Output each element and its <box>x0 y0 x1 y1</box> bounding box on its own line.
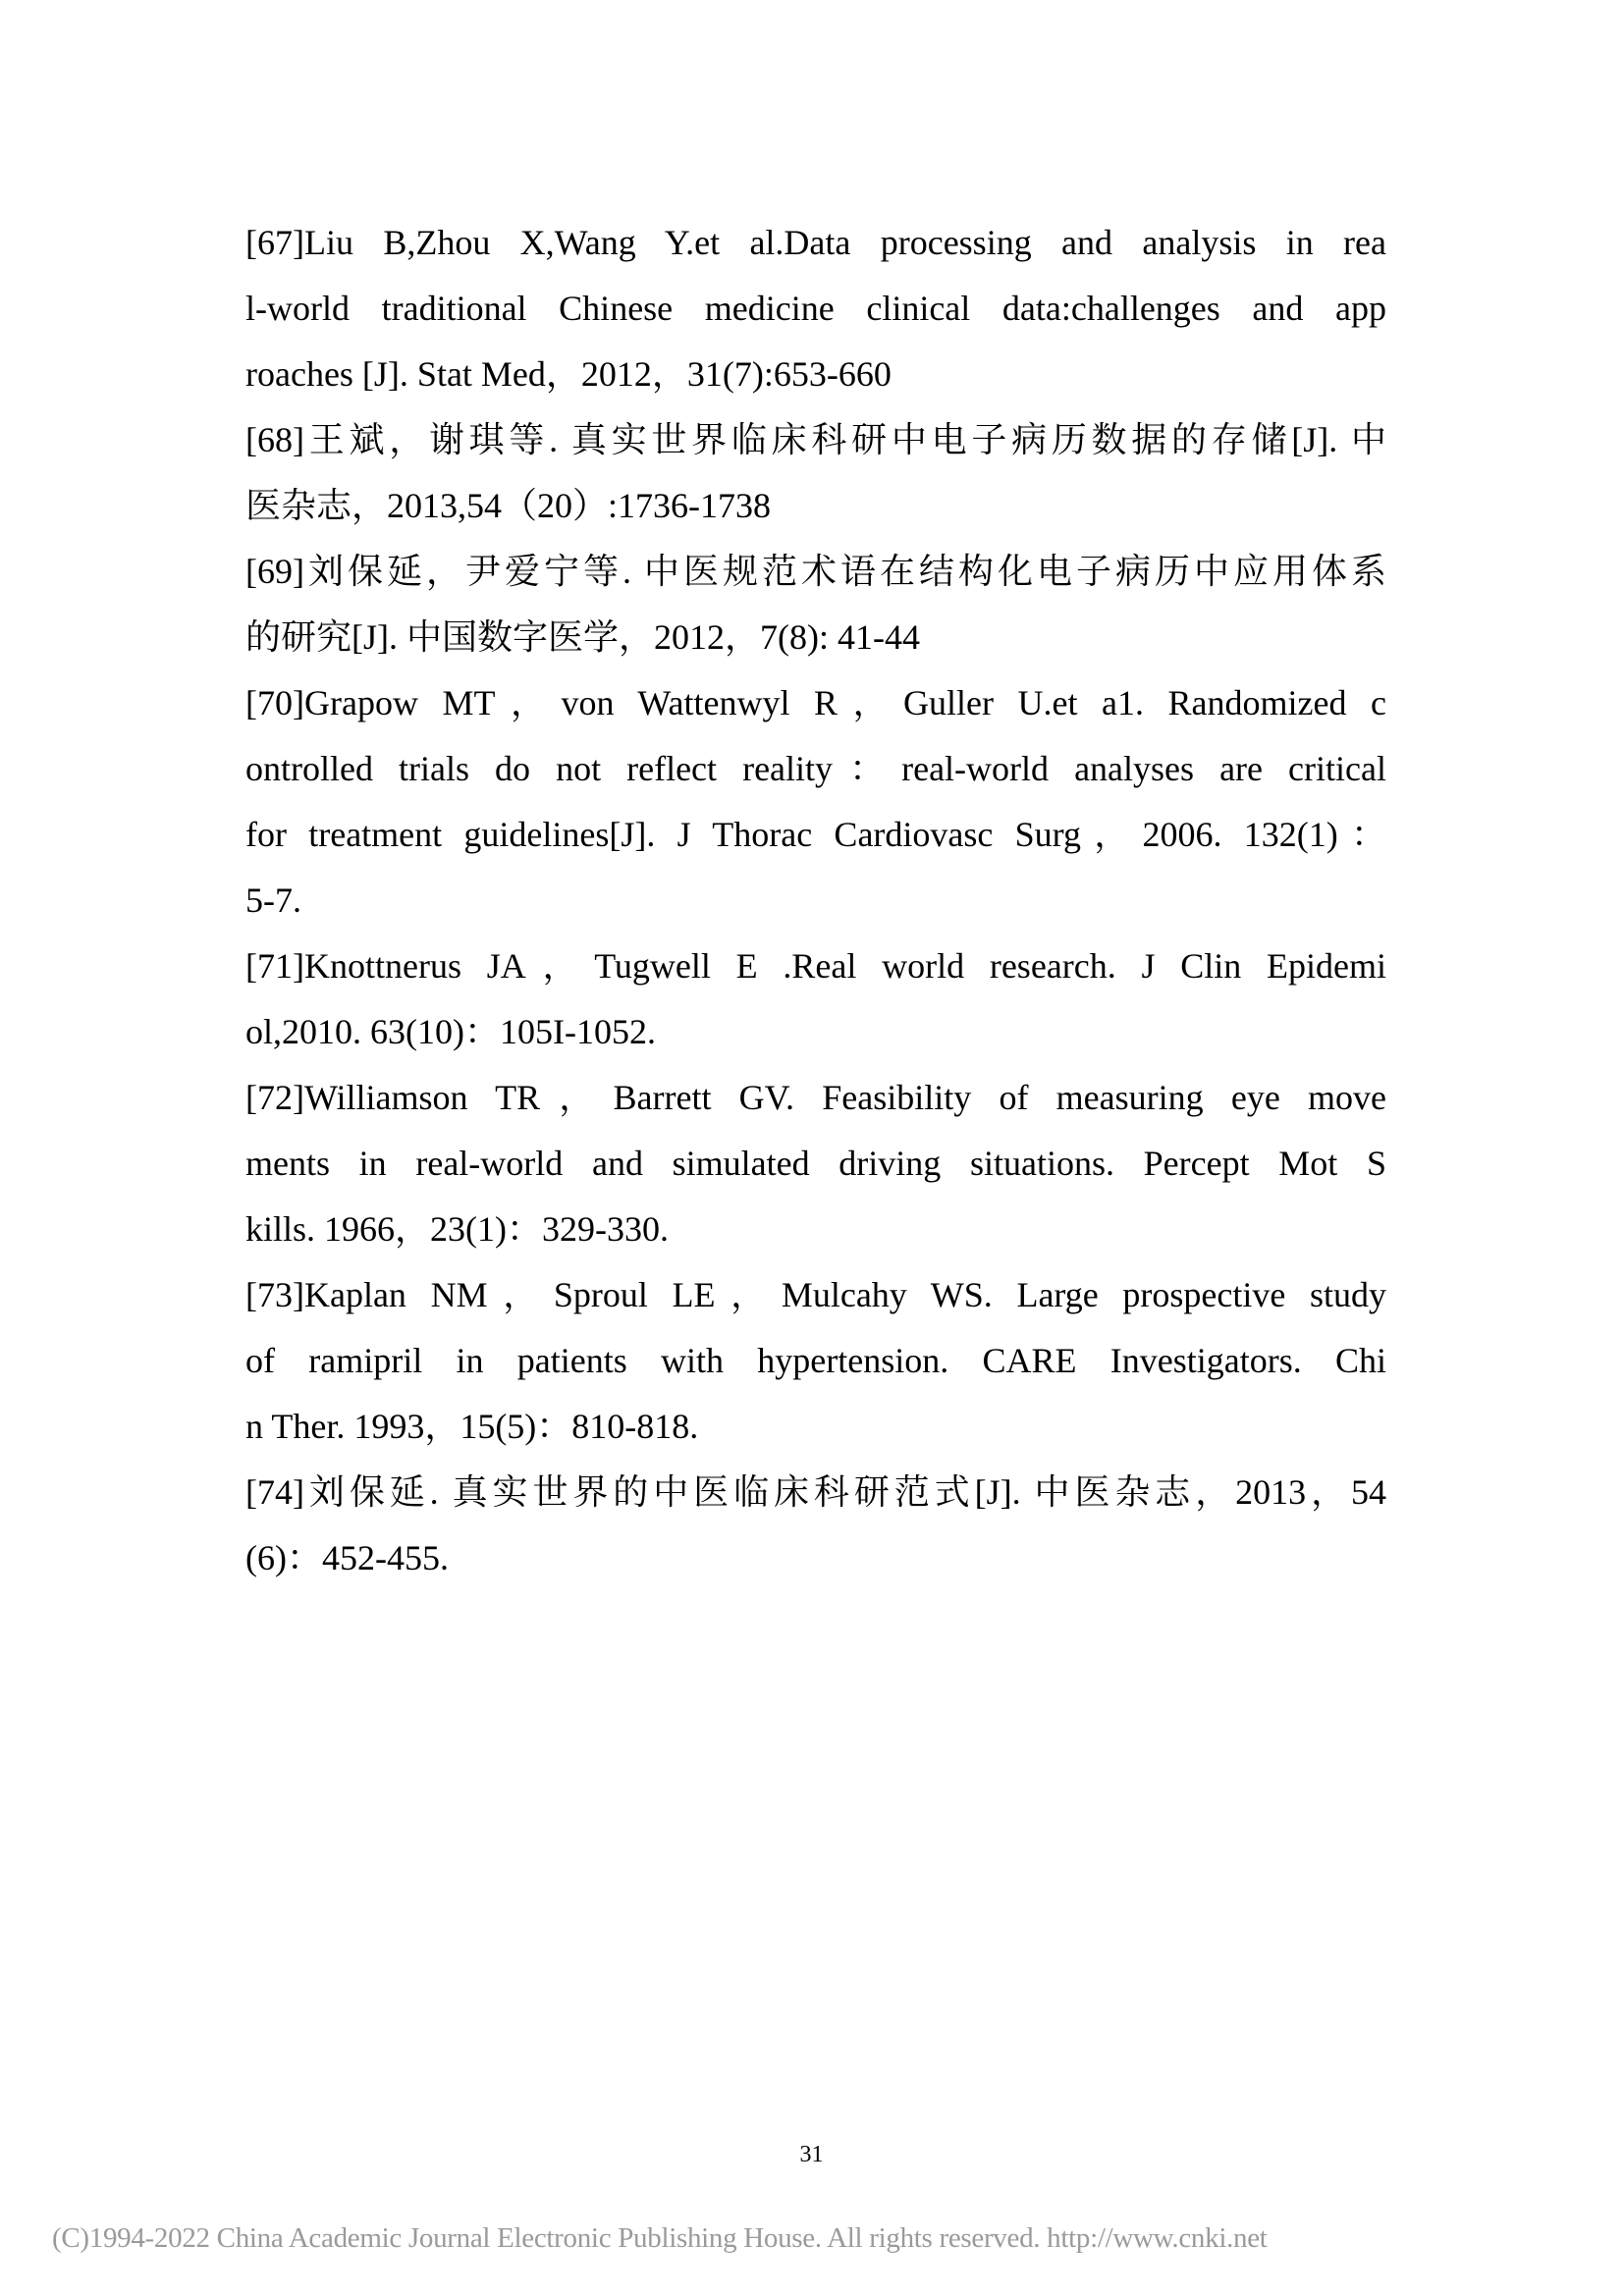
reference-line: [74]刘保延. 真实世界的中医临床科研范式[J]. 中医杂志，2013，54 <box>245 1472 1386 1512</box>
reference-line: 的研究[J]. 中国数字医学，2012，7(8): 41-44 <box>245 617 920 657</box>
reference-line: [72]Williamson TR，Barrett GV. Feasibility of measuring eye move <box>245 1078 1386 1117</box>
copyright-footer: (C)1994-2022 China Academic Journal Electronic Publishing House. All rights reserved. http://www.cnki.net <box>52 2222 1268 2254</box>
reference-line: [73]Kaplan NM，Sproul LE，Mulcahy WS. Large prospective study <box>245 1275 1386 1314</box>
reference-line: ments in real-world and simulated driving situations. Percept Mot S <box>245 1144 1386 1183</box>
reference-line: [69]刘保延，尹爱宁等. 中医规范术语在结构化电子病历中应用体系 <box>245 552 1386 591</box>
reference-list <box>245 210 1386 1591</box>
reference-72 <box>245 1065 1386 1262</box>
reference-line: 医杂志，2013,54（20）:1736-1738 <box>245 486 771 525</box>
reference-line: [71]Knottnerus JA，Tugwell E .Real world research. J Clin Epidemi <box>245 946 1386 986</box>
reference-73 <box>245 1262 1386 1460</box>
reference-line: [70]Grapow MT，von Wattenwyl R，Guller U.et a1. Randomized c <box>245 683 1386 722</box>
reference-line: [67]Liu B,Zhou X,Wang Y.et al.Data processing and analysis in rea <box>245 223 1386 262</box>
page-number: 31 <box>799 2142 824 2167</box>
reference-line: of ramipril in patients with hypertension. CARE Investigators. Chi <box>245 1341 1386 1380</box>
reference-line: n Ther. 1993，15(5)：810-818. <box>245 1407 699 1446</box>
reference-68 <box>245 407 1386 539</box>
reference-line: [68]王斌，谢琪等. 真实世界临床科研中电子病历数据的存储[J]. 中 <box>245 420 1386 459</box>
reference-line: for treatment guidelines[J]. J Thorac Cardiovasc Surg，2006. 132(1)： <box>245 815 1386 854</box>
reference-70 <box>245 670 1386 934</box>
reference-line: kills. 1966，23(1)：329-330. <box>245 1209 669 1249</box>
reference-line: ontrolled trials do not reflect reality：real-world analyses are critical <box>245 749 1386 788</box>
reference-67 <box>245 210 1386 407</box>
reference-69 <box>245 539 1386 670</box>
reference-line: roaches [J]. Stat Med，2012，31(7):653-660 <box>245 354 892 394</box>
reference-74 <box>245 1460 1386 1591</box>
reference-line: l-world traditional Chinese medicine clinical data:challenges and app <box>245 289 1386 328</box>
reference-line: ol,2010. 63(10)：105I-1052. <box>245 1012 656 1051</box>
reference-71 <box>245 934 1386 1065</box>
reference-line: (6)：452-455. <box>245 1538 449 1577</box>
reference-line: 5-7. <box>245 881 301 920</box>
